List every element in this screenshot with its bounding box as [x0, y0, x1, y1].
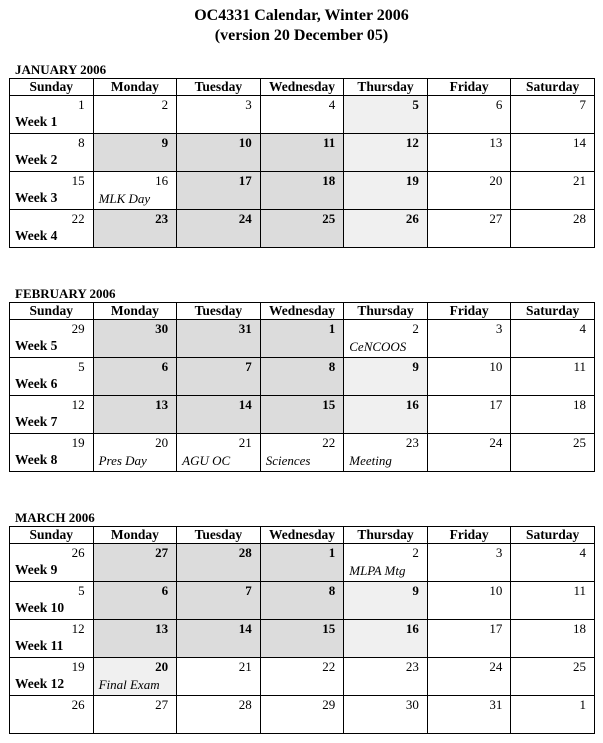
day-number: 6: [161, 359, 169, 374]
day-number: 6: [495, 97, 503, 112]
day-number: 23: [405, 659, 419, 674]
day-header-row: [10, 527, 595, 544]
week-row: [10, 658, 595, 696]
day-cell: [260, 396, 344, 434]
day-header: Saturday: [511, 527, 595, 544]
day-cell: [177, 320, 261, 358]
day-number: 25: [573, 435, 586, 450]
day-number: 17: [238, 173, 252, 188]
day-cell: [511, 358, 595, 396]
day-cell: [93, 544, 177, 582]
day-header: Sunday: [10, 79, 94, 96]
day-note: CeNCOOS: [349, 339, 407, 354]
week-label: Week 9: [15, 562, 58, 577]
day-cell: [511, 134, 595, 172]
day-number: 8: [328, 583, 336, 598]
day-number: 26: [71, 545, 85, 560]
day-number: 22: [322, 659, 336, 674]
day-cell: [177, 434, 261, 472]
day-cell: [177, 210, 261, 248]
day-number: 16: [405, 397, 419, 412]
week-label: Week 12: [15, 676, 65, 691]
day-number: 25: [322, 211, 336, 226]
day-number: 3: [495, 545, 503, 560]
page-subtitle: (version 20 December 05): [214, 27, 389, 44]
day-number: 4: [579, 545, 586, 560]
day-number: 30: [155, 321, 169, 336]
day-note: AGU OC: [182, 453, 231, 468]
day-number: 15: [322, 397, 336, 412]
day-number: 14: [238, 397, 252, 412]
day-header-row: [10, 79, 595, 96]
day-number: 29: [322, 697, 336, 712]
day-cell: [511, 582, 595, 620]
day-cell: [260, 582, 344, 620]
day-number: 1: [328, 321, 336, 336]
day-number: 18: [573, 621, 586, 636]
day-cell: [260, 172, 344, 210]
day-cell: [344, 172, 428, 210]
day-number: 23: [405, 435, 419, 450]
week-row: [10, 172, 595, 210]
day-number: 10: [238, 135, 252, 150]
day-number: 27: [489, 211, 503, 226]
day-cell: [10, 320, 94, 358]
day-number: 5: [78, 583, 85, 598]
week-label: Week 3: [15, 190, 58, 205]
week-label: Week 7: [15, 414, 58, 429]
week-label: Week 8: [15, 452, 58, 467]
day-header: Saturday: [511, 79, 595, 96]
day-cell: [511, 320, 595, 358]
day-number: 22: [322, 435, 336, 450]
day-note: Final Exam: [98, 677, 160, 692]
week-label: Week 5: [15, 338, 58, 353]
day-cell: [260, 544, 344, 582]
day-cell: [427, 396, 511, 434]
day-number: 6: [161, 583, 169, 598]
day-cell: [344, 658, 428, 696]
day-number: 18: [322, 173, 336, 188]
day-cell: [10, 544, 94, 582]
day-number: 9: [412, 359, 419, 374]
day-number: 11: [322, 135, 336, 150]
day-number: 20: [489, 173, 503, 188]
week-row: [10, 320, 595, 358]
day-cell: [177, 544, 261, 582]
day-cell: [10, 620, 94, 658]
day-number: 1: [579, 697, 586, 712]
day-header: Wednesday: [260, 79, 344, 96]
day-cell: [93, 134, 177, 172]
day-header: Tuesday: [177, 79, 261, 96]
day-number: 12: [71, 397, 85, 412]
day-number: 3: [495, 321, 503, 336]
day-number: 7: [245, 583, 252, 598]
day-cell: [427, 210, 511, 248]
day-cell: [177, 134, 261, 172]
day-number: 11: [573, 583, 586, 598]
day-cell: [10, 96, 94, 134]
day-note: Sciences: [265, 453, 311, 468]
day-cell: [260, 620, 344, 658]
day-cell: [427, 658, 511, 696]
week-row: [10, 544, 595, 582]
day-cell: [10, 658, 94, 696]
day-number: 29: [71, 321, 85, 336]
day-cell: [511, 210, 595, 248]
day-header: Tuesday: [177, 527, 261, 544]
week-label: Week 6: [15, 376, 58, 391]
day-cell: [260, 434, 344, 472]
day-cell: [344, 620, 428, 658]
day-header: Monday: [93, 527, 177, 544]
day-cell: [427, 320, 511, 358]
day-cell: [93, 696, 177, 734]
day-number: 7: [579, 97, 586, 112]
day-number: 26: [405, 211, 419, 226]
day-number: 15: [322, 621, 336, 636]
day-number: 24: [489, 435, 503, 450]
day-number: 19: [405, 173, 419, 188]
day-cell: [93, 582, 177, 620]
day-cell: [177, 696, 261, 734]
day-number: 17: [489, 621, 503, 636]
day-cell: [427, 544, 511, 582]
day-cell: [10, 396, 94, 434]
day-number: 17: [489, 397, 503, 412]
day-number: 9: [161, 135, 169, 150]
day-cell: [177, 396, 261, 434]
day-number: 13: [489, 135, 503, 150]
day-number: 27: [155, 697, 169, 712]
day-cell: [93, 96, 177, 134]
day-cell: [10, 434, 94, 472]
day-cell: [511, 96, 595, 134]
day-cell: [10, 210, 94, 248]
day-cell: [177, 172, 261, 210]
day-number: 26: [71, 697, 85, 712]
day-number: 23: [155, 211, 169, 226]
day-cell: [511, 544, 595, 582]
week-label: Week 11: [15, 638, 64, 653]
week-row: [10, 434, 595, 472]
day-number: 18: [573, 397, 586, 412]
day-header: Wednesday: [260, 527, 344, 544]
day-cell: [511, 172, 595, 210]
day-cell: [511, 696, 595, 734]
day-cell: [344, 358, 428, 396]
day-number: 9: [412, 583, 419, 598]
day-number: 2: [412, 321, 419, 336]
day-header: Thursday: [344, 79, 428, 96]
month-calendar-table: [9, 526, 595, 734]
day-number: 21: [238, 435, 252, 450]
day-number: 1: [328, 545, 336, 560]
week-label: Week 2: [15, 152, 58, 167]
day-note: MLK Day: [98, 191, 151, 206]
week-label: Week 10: [15, 600, 65, 615]
day-note: Meeting: [349, 453, 392, 468]
day-header: Saturday: [511, 303, 595, 320]
day-cell: [344, 696, 428, 734]
day-number: 7: [245, 359, 252, 374]
day-header: Thursday: [344, 303, 428, 320]
day-number: 14: [238, 621, 252, 636]
day-number: 25: [573, 659, 586, 674]
day-cell: [344, 134, 428, 172]
week-label: Week 4: [15, 228, 58, 243]
day-header: Monday: [93, 79, 177, 96]
day-cell: [10, 172, 94, 210]
day-cell: [427, 696, 511, 734]
day-header: Monday: [93, 303, 177, 320]
day-cell: [177, 96, 261, 134]
month-calendar-table: [9, 78, 595, 248]
day-number: 31: [238, 321, 252, 336]
week-row: [10, 134, 595, 172]
day-header: Friday: [427, 79, 511, 96]
day-cell: [93, 658, 177, 696]
day-cell: [344, 396, 428, 434]
day-cell: [10, 358, 94, 396]
day-header-row: [10, 303, 595, 320]
day-number: 24: [489, 659, 503, 674]
day-number: 10: [489, 359, 503, 374]
day-cell: [511, 396, 595, 434]
day-cell: [260, 96, 344, 134]
day-cell: [93, 620, 177, 658]
day-cell: [511, 434, 595, 472]
day-cell: [93, 358, 177, 396]
day-note: Pres Day: [98, 453, 147, 468]
day-cell: [93, 172, 177, 210]
day-cell: [177, 358, 261, 396]
day-cell: [260, 320, 344, 358]
day-number: 13: [155, 621, 169, 636]
day-cell: [10, 582, 94, 620]
day-header: Friday: [427, 303, 511, 320]
day-cell: [10, 134, 94, 172]
day-header: Sunday: [10, 303, 94, 320]
week-row: [10, 696, 595, 734]
day-number: 14: [573, 135, 586, 150]
day-number: 16: [155, 173, 169, 188]
day-number: 16: [405, 621, 419, 636]
day-cell: [427, 96, 511, 134]
day-cell: [260, 658, 344, 696]
day-cell: [260, 210, 344, 248]
day-cell: [344, 434, 428, 472]
day-cell: [511, 620, 595, 658]
day-number: 21: [573, 173, 586, 188]
day-cell: [177, 658, 261, 696]
day-number: 28: [238, 697, 252, 712]
day-number: 20: [155, 659, 169, 674]
week-label: Week 1: [15, 114, 58, 129]
day-number: 24: [238, 211, 252, 226]
month-label: FEBRUARY 2006: [15, 286, 116, 301]
day-cell: [344, 320, 428, 358]
day-header: Wednesday: [260, 303, 344, 320]
day-number: 10: [489, 583, 503, 598]
month-label: JANUARY 2006: [15, 62, 107, 77]
day-cell: [260, 358, 344, 396]
day-header: Thursday: [344, 527, 428, 544]
day-number: 12: [405, 135, 419, 150]
week-row: [10, 96, 595, 134]
day-number: 20: [155, 435, 169, 450]
day-number: 28: [573, 211, 586, 226]
day-number: 5: [78, 359, 85, 374]
day-number: 8: [328, 359, 336, 374]
day-number: 2: [412, 545, 419, 560]
week-row: [10, 358, 595, 396]
day-cell: [93, 434, 177, 472]
day-cell: [511, 658, 595, 696]
day-cell: [10, 696, 94, 734]
day-cell: [344, 96, 428, 134]
day-number: 4: [579, 321, 586, 336]
day-number: 2: [161, 97, 169, 112]
day-cell: [427, 582, 511, 620]
month-calendar-table: [9, 302, 595, 472]
day-number: 31: [489, 697, 503, 712]
day-cell: [177, 582, 261, 620]
week-row: [10, 210, 595, 248]
day-cell: [260, 696, 344, 734]
day-header: Sunday: [10, 527, 94, 544]
day-header: Friday: [427, 527, 511, 544]
day-cell: [427, 134, 511, 172]
day-cell: [427, 434, 511, 472]
day-cell: [177, 620, 261, 658]
month-label: MARCH 2006: [15, 510, 95, 525]
day-cell: [260, 134, 344, 172]
day-cell: [93, 210, 177, 248]
day-number: 19: [71, 435, 85, 450]
day-number: 30: [405, 697, 419, 712]
day-cell: [344, 582, 428, 620]
day-number: 28: [238, 545, 252, 560]
day-number: 13: [155, 397, 169, 412]
day-cell: [427, 358, 511, 396]
day-cell: [344, 544, 428, 582]
page-title: OC4331 Calendar, Winter 2006: [194, 7, 409, 24]
day-number: 12: [71, 621, 85, 636]
day-cell: [344, 210, 428, 248]
week-row: [10, 620, 595, 658]
day-number: 15: [71, 173, 85, 188]
day-cell: [93, 396, 177, 434]
day-note: MLPA Mtg: [349, 563, 406, 578]
day-number: 8: [78, 135, 85, 150]
day-cell: [427, 172, 511, 210]
day-number: 21: [238, 659, 252, 674]
day-number: 4: [328, 97, 336, 112]
day-cell: [427, 620, 511, 658]
day-number: 3: [245, 97, 252, 112]
day-number: 19: [71, 659, 85, 674]
week-row: [10, 582, 595, 620]
day-number: 1: [78, 97, 85, 112]
day-cell: [93, 320, 177, 358]
day-number: 5: [412, 97, 419, 112]
day-number: 11: [573, 359, 586, 374]
day-header: Tuesday: [177, 303, 261, 320]
day-number: 22: [71, 211, 85, 226]
day-number: 27: [155, 545, 169, 560]
week-row: [10, 396, 595, 434]
